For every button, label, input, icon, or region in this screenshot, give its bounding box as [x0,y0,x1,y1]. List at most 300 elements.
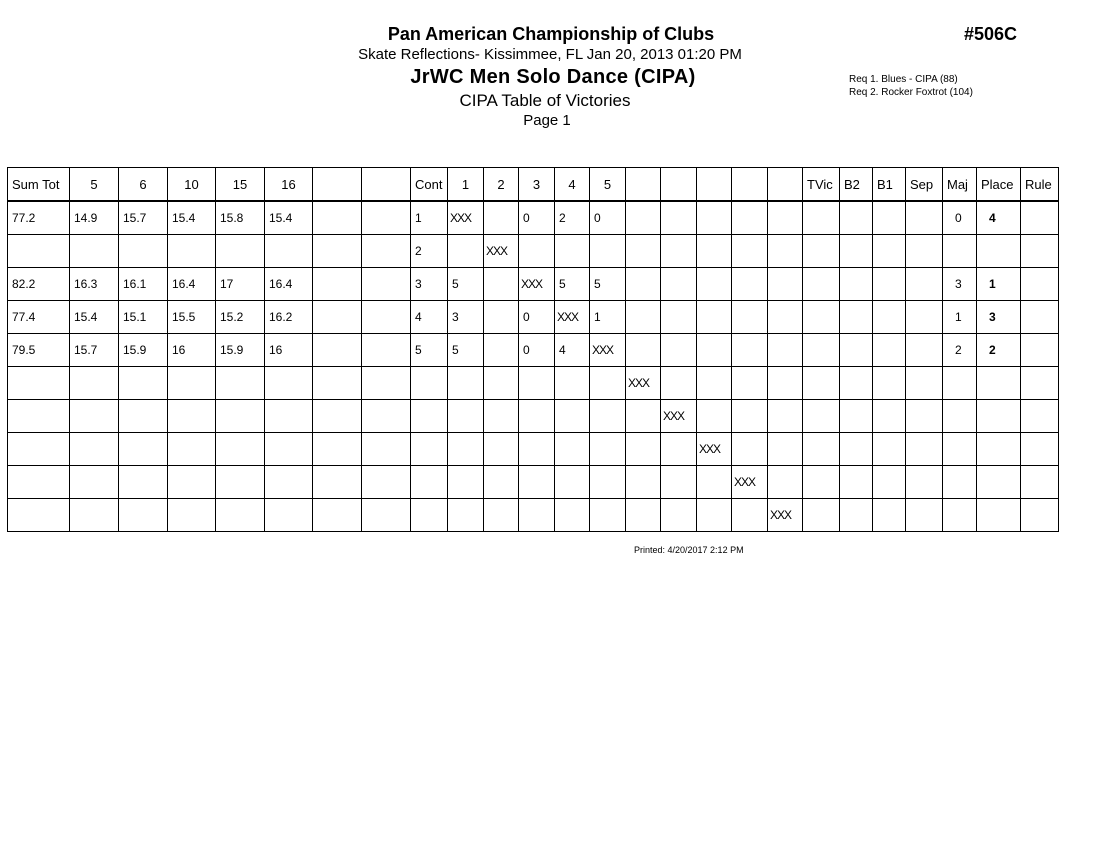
empty-cell [313,433,362,466]
table-row [8,499,1059,532]
victory-cell [697,334,732,367]
judge-score-cell: 17 [216,268,265,301]
victory-cell [697,466,732,499]
empty-cell [313,334,362,367]
judge-score-cell: 16.1 [119,268,168,301]
victory-cell: 3 [448,301,484,334]
empty-cell [362,499,411,532]
cross-mark-cell [555,301,590,334]
empty-cell [362,433,411,466]
requirements-list [849,73,973,99]
place-cell [977,235,1021,268]
contestant-cell [411,367,448,400]
victory-cell: 0 [590,201,626,235]
place-cell [977,466,1021,499]
majority-cell [943,367,977,400]
tvic-cell [803,268,840,301]
sum-total-cell [8,400,70,433]
b2-cell [840,235,873,268]
victory-cell [519,433,555,466]
victory-cell [697,268,732,301]
victory-cell [661,301,697,334]
judge-score-cell [265,235,313,268]
b1-cell [873,201,906,235]
victory-cell [519,235,555,268]
empty-cell [362,268,411,301]
event-number: #506C [964,24,1018,44]
judge-score-cell: 15.4 [70,301,119,334]
victory-cell [590,499,626,532]
sep-cell [906,466,943,499]
column-header [661,168,697,202]
place-cell [977,499,1021,532]
b2-cell [840,400,873,433]
sum-total-cell [8,433,70,466]
sum-total-cell: 77.4 [8,301,70,334]
sep-cell [906,268,943,301]
judge-score-cell: 15.4 [265,201,313,235]
cross-mark-cell [484,235,519,268]
judge-score-cell [119,499,168,532]
victory-cell [732,367,768,400]
victory-cell [768,433,803,466]
judge-score-cell [168,235,216,268]
victory-cell [661,499,697,532]
empty-cell [362,400,411,433]
victory-cell [555,235,590,268]
b1-cell [873,400,906,433]
victories-table [7,167,1059,532]
judge-score-cell [216,235,265,268]
majority-cell [943,466,977,499]
column-header: 10 [168,168,216,202]
victory-cell [661,334,697,367]
judge-score-cell [216,499,265,532]
victory-cell [626,499,661,532]
cross-mark-cell [661,400,697,433]
table-row [8,268,1059,301]
column-header [626,168,661,202]
victory-cell [768,367,803,400]
rule-cell [1021,499,1059,532]
judge-score-cell: 16.4 [168,268,216,301]
rule-cell [1021,301,1059,334]
victory-cell: 5 [555,268,590,301]
sum-total-cell [8,466,70,499]
victory-cell [555,400,590,433]
cross-mark-cell [732,466,768,499]
victory-cell [590,400,626,433]
cross-mark: XXX [770,508,792,522]
place-cell [977,367,1021,400]
cross-mark: XXX [592,343,614,357]
b2-cell [840,301,873,334]
judge-score-cell: 16.4 [265,268,313,301]
table-row [8,301,1059,334]
table-row [8,235,1059,268]
victory-cell [626,433,661,466]
cross-mark: XXX [521,277,543,291]
rule-cell [1021,400,1059,433]
victory-cell [732,268,768,301]
sep-cell [906,400,943,433]
judge-score-cell: 16.2 [265,301,313,334]
victory-cell [448,433,484,466]
column-header: Cont [411,168,448,202]
rule-cell [1021,367,1059,400]
b1-cell [873,268,906,301]
sep-cell [906,201,943,235]
victory-cell [519,367,555,400]
victory-cell [661,433,697,466]
sum-total-cell: 79.5 [8,334,70,367]
judge-score-cell [70,499,119,532]
rule-cell [1021,268,1059,301]
majority-cell [943,433,977,466]
victory-cell [732,334,768,367]
judge-score-cell [168,433,216,466]
judge-score-cell: 16.3 [70,268,119,301]
victory-cell [768,201,803,235]
victory-cell [626,268,661,301]
victory-cell [697,235,732,268]
requirement-item: Req 1. Blues - CIPA (88) [849,74,958,85]
victory-cell [732,433,768,466]
victory-cell [590,466,626,499]
victory-cell [768,268,803,301]
victory-cell [484,367,519,400]
column-header [732,168,768,202]
tvic-cell [803,433,840,466]
judge-score-cell [265,400,313,433]
victory-cell [484,301,519,334]
column-header: Sep [906,168,943,202]
tvic-cell [803,400,840,433]
victory-cell [768,466,803,499]
sum-total-cell [8,367,70,400]
table-row [8,433,1059,466]
b1-cell [873,433,906,466]
victory-cell [555,433,590,466]
empty-cell [313,301,362,334]
judge-score-cell: 15.7 [119,201,168,235]
column-header: 3 [519,168,555,202]
victory-cell [448,367,484,400]
column-header: 2 [484,168,519,202]
cross-mark: XXX [628,376,650,390]
cross-mark-cell [626,367,661,400]
place-cell: 3 [977,301,1021,334]
victory-cell [590,367,626,400]
judge-score-cell: 16 [265,334,313,367]
column-header: Sum Tot [8,168,70,202]
judge-score-cell: 15.4 [168,201,216,235]
victory-cell [732,400,768,433]
b2-cell [840,268,873,301]
b1-cell [873,235,906,268]
victory-cell [555,466,590,499]
contestant-cell [411,466,448,499]
contestant-cell [411,433,448,466]
judge-score-cell: 14.9 [70,201,119,235]
victory-cell [448,400,484,433]
contestant-cell: 5 [411,334,448,367]
judge-score-cell [119,235,168,268]
judge-score-cell [265,466,313,499]
b2-cell [840,466,873,499]
page-label: Page 1 [523,112,571,129]
judge-score-cell [168,499,216,532]
printed-timestamp: Printed: 4/20/2017 2:12 PM [634,545,744,555]
sep-cell [906,367,943,400]
tvic-cell [803,466,840,499]
victory-cell [697,367,732,400]
victory-cell [768,400,803,433]
contestant-cell: 1 [411,201,448,235]
b1-cell [873,466,906,499]
report-title: Pan American Championship of Clubs [387,24,715,44]
majority-cell [943,499,977,532]
victory-cell: 5 [448,334,484,367]
cross-mark: XXX [486,244,508,258]
judge-score-cell [70,367,119,400]
judge-score-cell [70,235,119,268]
sep-cell [906,235,943,268]
empty-cell [362,235,411,268]
column-header [768,168,803,202]
empty-cell [313,400,362,433]
victory-cell [448,466,484,499]
victory-cell [590,433,626,466]
sep-cell [906,301,943,334]
victory-cell: 4 [555,334,590,367]
victory-cell [484,433,519,466]
victory-cell [448,235,484,268]
judge-score-cell [119,433,168,466]
cross-mark: XXX [450,211,472,225]
column-header: 15 [216,168,265,202]
contestant-cell: 4 [411,301,448,334]
column-header: 5 [70,168,119,202]
judge-score-cell [216,400,265,433]
cross-mark-cell [697,433,732,466]
sum-total-cell: 77.2 [8,201,70,235]
column-header: Place [977,168,1021,202]
victory-cell [732,235,768,268]
column-header: Maj [943,168,977,202]
tvic-cell [803,334,840,367]
column-header: 6 [119,168,168,202]
place-cell [977,400,1021,433]
tvic-cell [803,301,840,334]
column-header: 4 [555,168,590,202]
victory-cell [484,466,519,499]
victory-cell [448,499,484,532]
victory-cell [661,268,697,301]
b2-cell [840,201,873,235]
victory-cell [519,499,555,532]
judge-score-cell [265,367,313,400]
column-header: B2 [840,168,873,202]
judge-score-cell [216,466,265,499]
tvic-cell [803,235,840,268]
column-header [697,168,732,202]
place-cell: 2 [977,334,1021,367]
victory-cell [697,201,732,235]
judge-score-cell [168,400,216,433]
victory-cell [732,201,768,235]
victory-cell [626,235,661,268]
empty-cell [362,201,411,235]
sep-cell [906,499,943,532]
judge-score-cell: 15.9 [216,334,265,367]
judge-score-cell [119,466,168,499]
victory-cell [626,201,661,235]
b1-cell [873,367,906,400]
contestant-cell: 3 [411,268,448,301]
judge-score-cell: 15.8 [216,201,265,235]
rule-cell [1021,334,1059,367]
judge-score-cell: 15.5 [168,301,216,334]
empty-cell [313,201,362,235]
victory-cell [555,367,590,400]
victory-cell [661,367,697,400]
b1-cell [873,499,906,532]
judge-score-cell: 15.7 [70,334,119,367]
cross-mark: XXX [663,409,685,423]
victory-cell [697,499,732,532]
place-cell: 4 [977,201,1021,235]
judge-score-cell [70,400,119,433]
victory-cell [519,400,555,433]
judge-score-cell: 15.9 [119,334,168,367]
victory-cell: 0 [519,334,555,367]
empty-cell [313,268,362,301]
sum-total-cell [8,235,70,268]
cross-mark-cell [590,334,626,367]
victory-cell [626,301,661,334]
victory-cell [697,301,732,334]
contestant-cell: 2 [411,235,448,268]
victory-cell: 2 [555,201,590,235]
sep-cell [906,433,943,466]
victory-cell [768,235,803,268]
victory-cell [768,301,803,334]
column-header: 1 [448,168,484,202]
empty-cell [313,367,362,400]
judge-score-cell: 15.1 [119,301,168,334]
b1-cell [873,334,906,367]
majority-cell: 2 [943,334,977,367]
tvic-cell [803,499,840,532]
victory-cell [590,235,626,268]
victory-cell: 1 [590,301,626,334]
majority-cell [943,235,977,268]
victory-cell [484,400,519,433]
venue-date-subtitle: Skate Reflections- Kissimmee, FL Jan 20, 2013 01:20 PM [358,46,742,63]
empty-cell [362,334,411,367]
table-header-row [8,168,1059,202]
place-cell [977,433,1021,466]
victory-cell: 5 [590,268,626,301]
contestant-cell [411,499,448,532]
victory-cell [732,499,768,532]
judge-score-cell [265,433,313,466]
empty-cell [362,466,411,499]
victory-cell: 5 [448,268,484,301]
sum-total-cell: 82.2 [8,268,70,301]
victory-cell [484,201,519,235]
judge-score-cell: 15.2 [216,301,265,334]
b2-cell [840,433,873,466]
column-header [362,168,411,202]
b1-cell [873,301,906,334]
judge-score-cell [216,433,265,466]
victory-cell [555,499,590,532]
rule-cell [1021,235,1059,268]
empty-cell [362,301,411,334]
cross-mark: XXX [699,442,721,456]
table-row [8,334,1059,367]
b2-cell [840,334,873,367]
tvic-cell [803,367,840,400]
column-header [313,168,362,202]
column-header: TVic [803,168,840,202]
empty-cell [313,235,362,268]
victory-cell [484,499,519,532]
tvic-cell [803,201,840,235]
majority-cell: 3 [943,268,977,301]
empty-cell [362,367,411,400]
cross-mark-cell [519,268,555,301]
victory-cell [661,235,697,268]
b2-cell [840,367,873,400]
judge-score-cell [70,466,119,499]
majority-cell [943,400,977,433]
majority-cell: 0 [943,201,977,235]
table-row [8,367,1059,400]
judge-score-cell [265,499,313,532]
sum-total-cell [8,499,70,532]
rule-cell [1021,466,1059,499]
cross-mark-cell [768,499,803,532]
rule-cell [1021,201,1059,235]
victory-cell [732,301,768,334]
empty-cell [313,466,362,499]
victory-cell [519,466,555,499]
victory-cell [626,400,661,433]
victory-cell [697,400,732,433]
victory-cell [484,268,519,301]
requirement-item: Req 2. Rocker Foxtrot (104) [849,87,973,98]
b2-cell [840,499,873,532]
cross-mark: XXX [557,310,579,324]
contestant-cell [411,400,448,433]
rule-cell [1021,433,1059,466]
judge-score-cell [119,400,168,433]
table-row [8,400,1059,433]
column-header: Rule [1021,168,1059,202]
victory-cell [626,334,661,367]
judge-score-cell: 16 [168,334,216,367]
victory-cell [626,466,661,499]
victory-cell [768,334,803,367]
judge-score-cell [70,433,119,466]
cross-mark-cell [448,201,484,235]
table-row [8,466,1059,499]
victory-cell [661,201,697,235]
victory-cell: 0 [519,201,555,235]
